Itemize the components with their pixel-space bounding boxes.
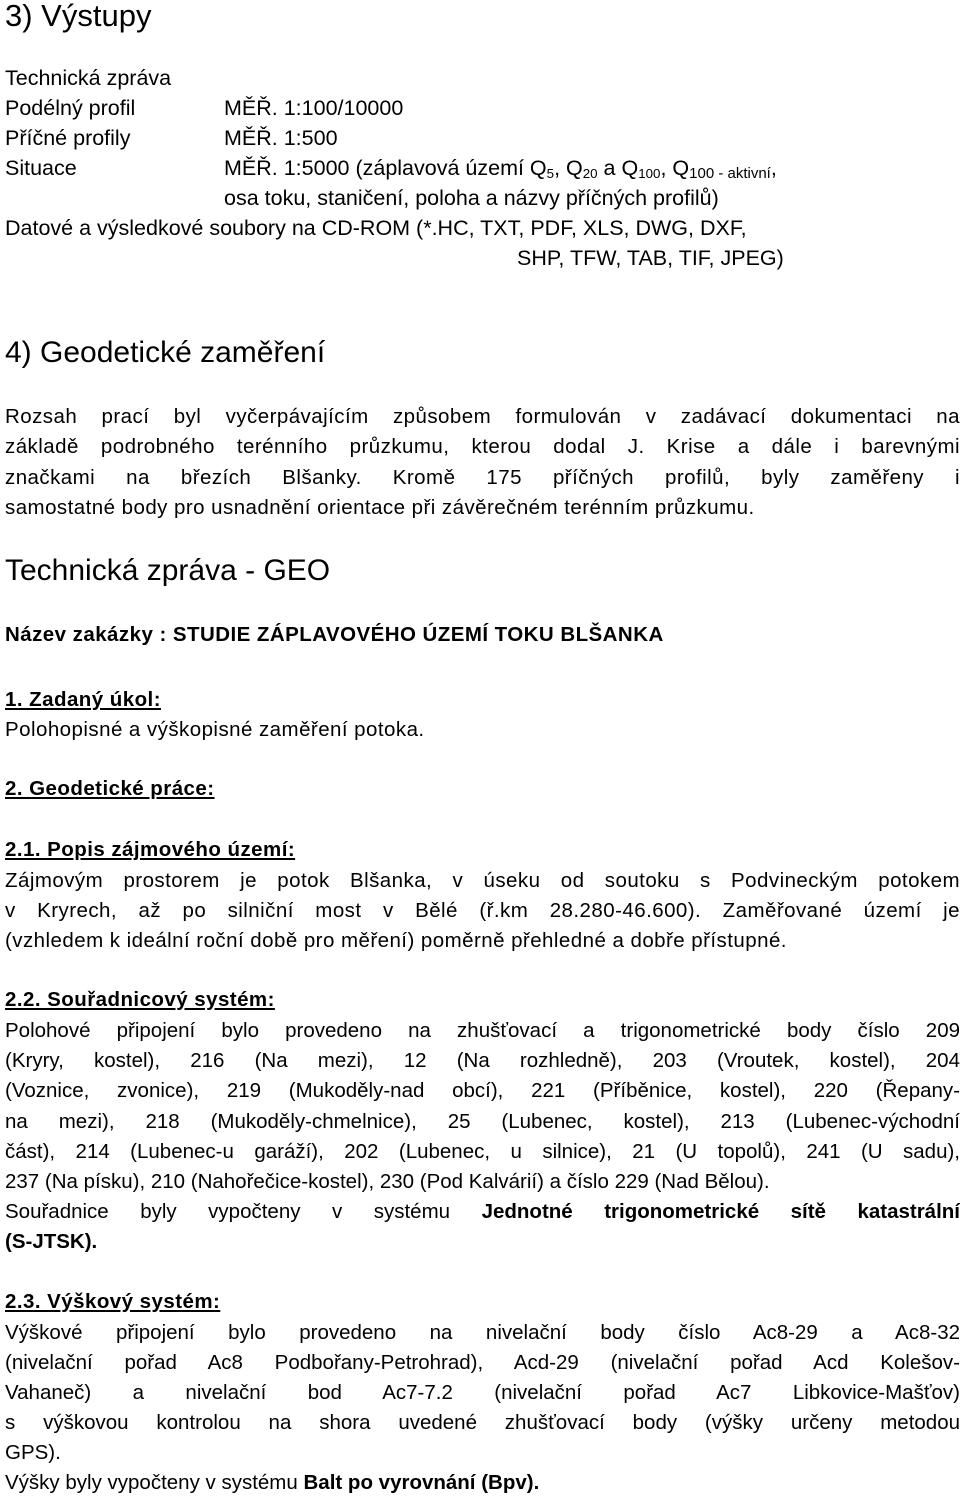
- order-name: Název zakázky : STUDIE ZÁPLAVOVÉHO ÚZEMÍ TOKU BLŠANKA: [5, 623, 664, 646]
- works-heading: 2. Geodetické práce:: [5, 777, 215, 800]
- paragraph-line: GPS).: [5, 1441, 61, 1464]
- paragraph-line: Polohové připojení bylo provedeno na zhušťovací a trigonometrické body číslo 209: [5, 1019, 960, 1042]
- cross-profiles-label: Příčné profily: [5, 126, 131, 150]
- tech-report-item: Technická zpráva: [5, 66, 172, 90]
- long-profile-label: Podélný profil: [5, 96, 136, 120]
- paragraph-line: Výškové připojení bylo provedeno na nivelační body číslo Ac8-29 a Ac8-32: [5, 1321, 960, 1344]
- paragraph-line: na mezi), 218 (Mukoděly-chmelnice), 25 (Lubenec, kostel), 213 (Lubenec-východní: [5, 1110, 960, 1133]
- paragraph-line: 237 (Na písku), 210 (Nahořečice-kostel), 230 (Pod Kalvárií) a číslo 229 (Nad Bělou).: [5, 1170, 770, 1193]
- paragraph-line: s výškovou kontrolou na shora uvedené zhušťovací body (výšky určeny metodou: [5, 1411, 960, 1434]
- paragraph-line: základě podrobného terénního průzkumu, kterou dodal J. Krise a dále i barevnými: [5, 435, 960, 458]
- section-3-heading: 3) Výstupy: [5, 0, 152, 33]
- situation-label: Situace: [5, 156, 77, 180]
- coord-heading: 2.2. Souřadnicový systém:: [5, 988, 275, 1011]
- task-heading: 1. Zadaný úkol:: [5, 688, 161, 711]
- paragraph-line: (Voznice, zvonice), 219 (Mukoděly-nad obcí), 221 (Příběnice, kostel), 220 (Řepany-: [5, 1079, 960, 1102]
- task-text: Polohopisné a výškopisné zaměření potoka.: [5, 718, 425, 741]
- data-files-formats: SHP, TFW, TAB, TIF, JPEG): [517, 246, 784, 270]
- paragraph-line: značkami na březích Blšanky. Kromě 175 příčných profilů, byly zaměřeny i: [5, 466, 960, 489]
- paragraph-line: Vahaneč) a nivelační bod Ac7-7.2 (nivelační pořad Ac7 Libkovice-Mašťov): [5, 1381, 960, 1404]
- coord-system-abbrev: (S-JTSK).: [5, 1230, 98, 1253]
- paragraph-line: (nivelační pořad Ac8 Podbořany-Petrohrad), Acd-29 (nivelační pořad Acd Kolešov-: [5, 1351, 960, 1374]
- paragraph-line: (Kryry, kostel), 216 (Na mezi), 12 (Na rozhledně), 203 (Vroutek, kostel), 204: [5, 1049, 960, 1072]
- height-heading: 2.3. Výškový systém:: [5, 1290, 221, 1313]
- situation-contents: osa toku, staničení, poloha a názvy příčných profilů): [224, 186, 719, 210]
- long-profile-scale: MĚŘ. 1:100/10000: [224, 96, 404, 120]
- area-heading: 2.1. Popis zájmového území:: [5, 838, 296, 861]
- paragraph-line: v Kryrech, až po silniční most v Bělé (ř.km 28.280-46.600). Zaměřované území je: [5, 899, 960, 922]
- section-4-heading: 4) Geodetické zaměření: [5, 336, 326, 369]
- situation-scale: MĚŘ. 1:5000 (záplavová území $Q_5$, $Q_{20}$ a $Q_{100}$, $Q_{100 - aktivní}$,: [224, 156, 777, 182]
- coord-system-line: Souřadnice byly vypočteny v systému Jednotné trigonometrické sítě katastrální: [5, 1200, 960, 1223]
- paragraph-line: (vzhledem k ideální roční době pro měření) poměrně přehledné a dobře přístupné.: [5, 929, 787, 952]
- height-system-line: Výšky byly vypočteny v systému Balt po vyrovnání (Bpv).: [5, 1471, 540, 1494]
- geo-report-heading: Technická zpráva - GEO: [5, 554, 331, 587]
- paragraph-line: samostatné body pro usnadnění orientace při závěrečném terénním průzkumu.: [5, 496, 755, 519]
- data-files-line: Datové a výsledkové soubory na CD-ROM (*.HC, TXT, PDF, XLS, DWG, DXF,: [5, 216, 747, 240]
- paragraph-line: Zájmovým prostorem je potok Blšanka, v úseku od soutoku s Podvineckým potokem: [5, 869, 960, 892]
- paragraph-line: Rozsah prací byl vyčerpávajícím způsobem formulován v zadávací dokumentaci na: [5, 405, 960, 428]
- cross-profiles-scale: MĚŘ. 1:500: [224, 126, 338, 150]
- paragraph-line: část), 214 (Lubenec-u garáží), 202 (Lubenec, u silnice), 21 (U topolů), 241 (U sadu),: [5, 1140, 960, 1163]
